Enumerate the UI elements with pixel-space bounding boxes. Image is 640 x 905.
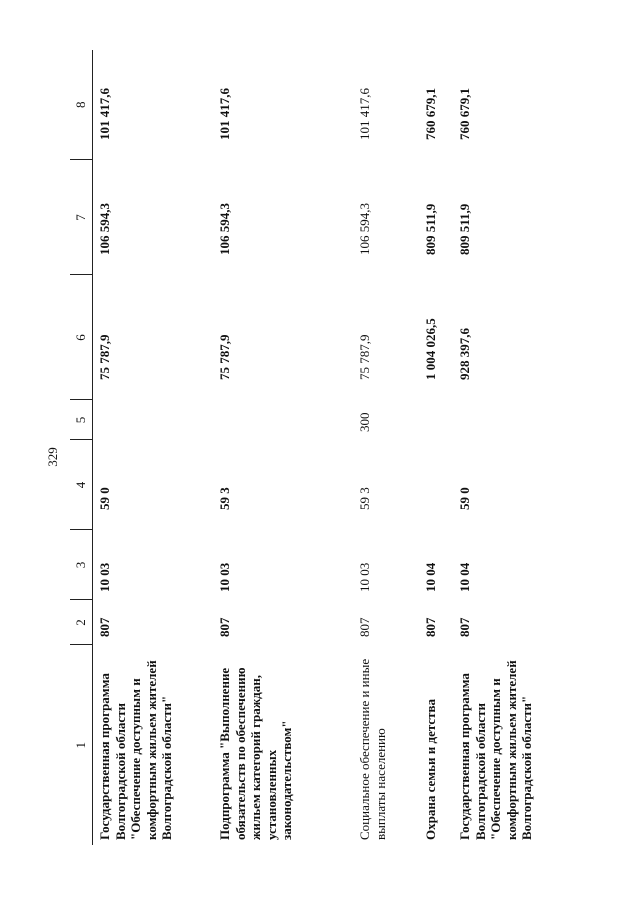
ministry-code-cell: 807 [423, 617, 438, 637]
column-header-2: 2 [70, 600, 93, 645]
amount-col6-cell: 75 787,9 [97, 334, 112, 380]
header-row [70, 50, 93, 845]
ministry-code-cell: 807 [97, 617, 112, 637]
row-name-cell: Государственная программа Волгоградской области "Обеспечение доступным и комфортным жильем жителей Волгоградской области" [97, 660, 174, 840]
budget-table [70, 50, 573, 845]
ministry-code-cell: 807 [457, 617, 472, 637]
amount-col8-cell: 760 679,1 [457, 88, 472, 140]
target-article-cell: 59 3 [357, 487, 372, 510]
ministry-code-cell: 807 [357, 617, 372, 637]
target-article-cell: 59 3 [217, 487, 232, 510]
row-name-cell: Социальное обеспечение и иные выплаты населению [357, 658, 388, 840]
column-header-7: 7 [70, 160, 93, 275]
column-header-1: 1 [70, 645, 93, 845]
expense-type-cell: 300 [357, 412, 372, 432]
table-row [453, 50, 573, 845]
amount-col6-cell: 75 787,9 [357, 334, 372, 380]
column-header-8: 8 [70, 50, 93, 160]
section-code-cell: 10 04 [423, 562, 438, 592]
column-header-4: 4 [70, 440, 93, 530]
ministry-code-cell: 807 [217, 617, 232, 637]
expense-type-cell [419, 400, 423, 440]
amount-col7-cell: 106 594,3 [97, 203, 112, 255]
amount-col6-cell: 928 397,6 [457, 328, 472, 380]
amount-col6-cell: 75 787,9 [217, 334, 232, 380]
amount-col8-cell: 760 679,1 [423, 88, 438, 140]
amount-col8-cell: 101 417,6 [357, 88, 372, 140]
row-name-cell: Подпрограмма "Выполнение обязательств по обеспечению жильем категорий граждан, установленных законодательством" [217, 667, 294, 840]
table-row [93, 50, 214, 845]
amount-col7-cell: 809 511,9 [457, 203, 472, 255]
page-number: 329 [45, 447, 60, 467]
target-article-cell: 59 0 [97, 487, 112, 510]
section-code-cell: 10 03 [357, 562, 372, 592]
amount-col7-cell: 106 594,3 [217, 203, 232, 255]
section-code-cell: 10 03 [97, 562, 112, 592]
amount-col7-cell: 106 594,3 [357, 203, 372, 255]
table-row [353, 50, 419, 845]
amount-col6-cell: 1 004 026,5 [423, 318, 438, 380]
target-article-cell: 59 0 [457, 487, 472, 510]
column-header-6: 6 [70, 275, 93, 400]
row-name-cell: Государственная программа Волгоградской области "Обеспечение доступным и комфортным жильем жителей Волгоградской области" [457, 660, 534, 840]
amount-col8-cell: 101 417,6 [217, 88, 232, 140]
section-code-cell: 10 03 [217, 562, 232, 592]
target-article-cell [419, 440, 423, 530]
amount-col8-cell: 101 417,6 [97, 88, 112, 140]
table-row [419, 50, 453, 845]
section-code-cell: 10 04 [457, 562, 472, 592]
expense-type-cell [93, 400, 97, 440]
column-header-5: 5 [70, 400, 93, 440]
expense-type-cell [453, 400, 457, 440]
expense-type-cell [213, 400, 217, 440]
budget-table-wrapper [70, 50, 570, 845]
row-name-cell: Охрана семьи и детства [423, 698, 438, 840]
column-header-3: 3 [70, 530, 93, 600]
table-row [213, 50, 353, 845]
amount-col7-cell: 809 511,9 [423, 203, 438, 255]
